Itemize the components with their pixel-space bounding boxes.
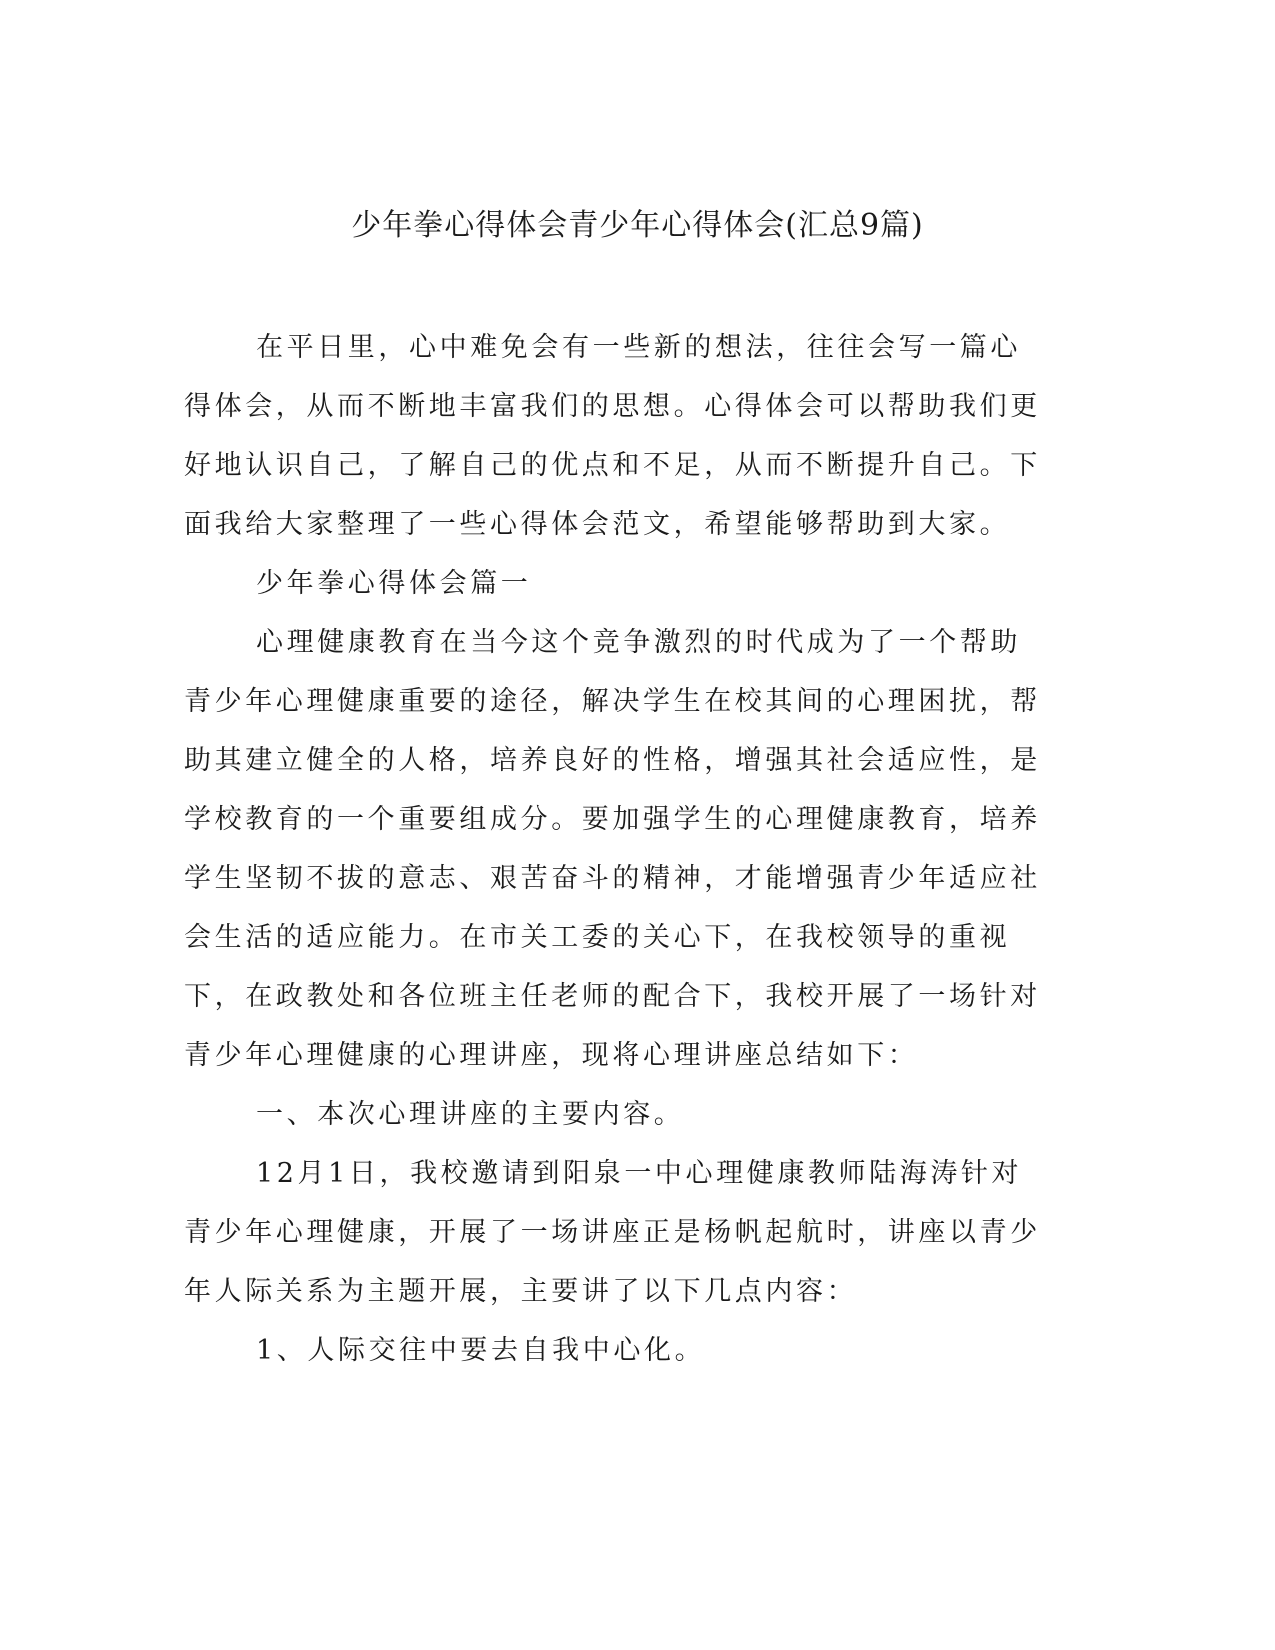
document-title: 少年拳心得体会青少年心得体会(汇总9篇) [351,208,924,243]
section-heading: 少年拳心得体会篇一 [256,568,532,599]
document-body [184,318,1044,1380]
list-item: 1、人际交往中要去自我中心化。 [256,1335,706,1366]
intro-paragraph: 在平日里，心中难免会有一些新的想法，往往会写一篇心得体会，从而不断地丰富我们的思想。心得体会可以帮助我们更好地认识自己，了解自己的优点和不足，从而不断提升自己。下面我给大家整理了一些心得体会范文，希望能够帮助到大家。 [184,332,1041,540]
body-paragraph: 心理健康教育在当今这个竞争激烈的时代成为了一个帮助青少年心理健康重要的途径，解决学生在校其间的心理困扰，帮助其建立健全的人格，培养良好的性格，增强其社会适应性，是学校教育的一个重要组成分。要加强学生的心理健康教育，培养学生坚韧不拔的意志、艰苦奋斗的精神，才能增强青少年适应社会生活的适应能力。在市关工委的关心下，在我校领导的重视下，在政教处和各位班主任老师的配合下，我校开展了一场针对青少年心理健康的心理讲座，现将心理讲座总结如下： [184,627,1041,1071]
body-paragraph: 12月1日，我校邀请到阳泉一中心理健康教师陆海涛针对青少年心理健康，开展了一场讲座正是杨帆起航时，讲座以青少年人际关系为主题开展，主要讲了以下几点内容： [184,1158,1041,1307]
subsection-heading: 一、本次心理讲座的主要内容。 [256,1099,685,1130]
